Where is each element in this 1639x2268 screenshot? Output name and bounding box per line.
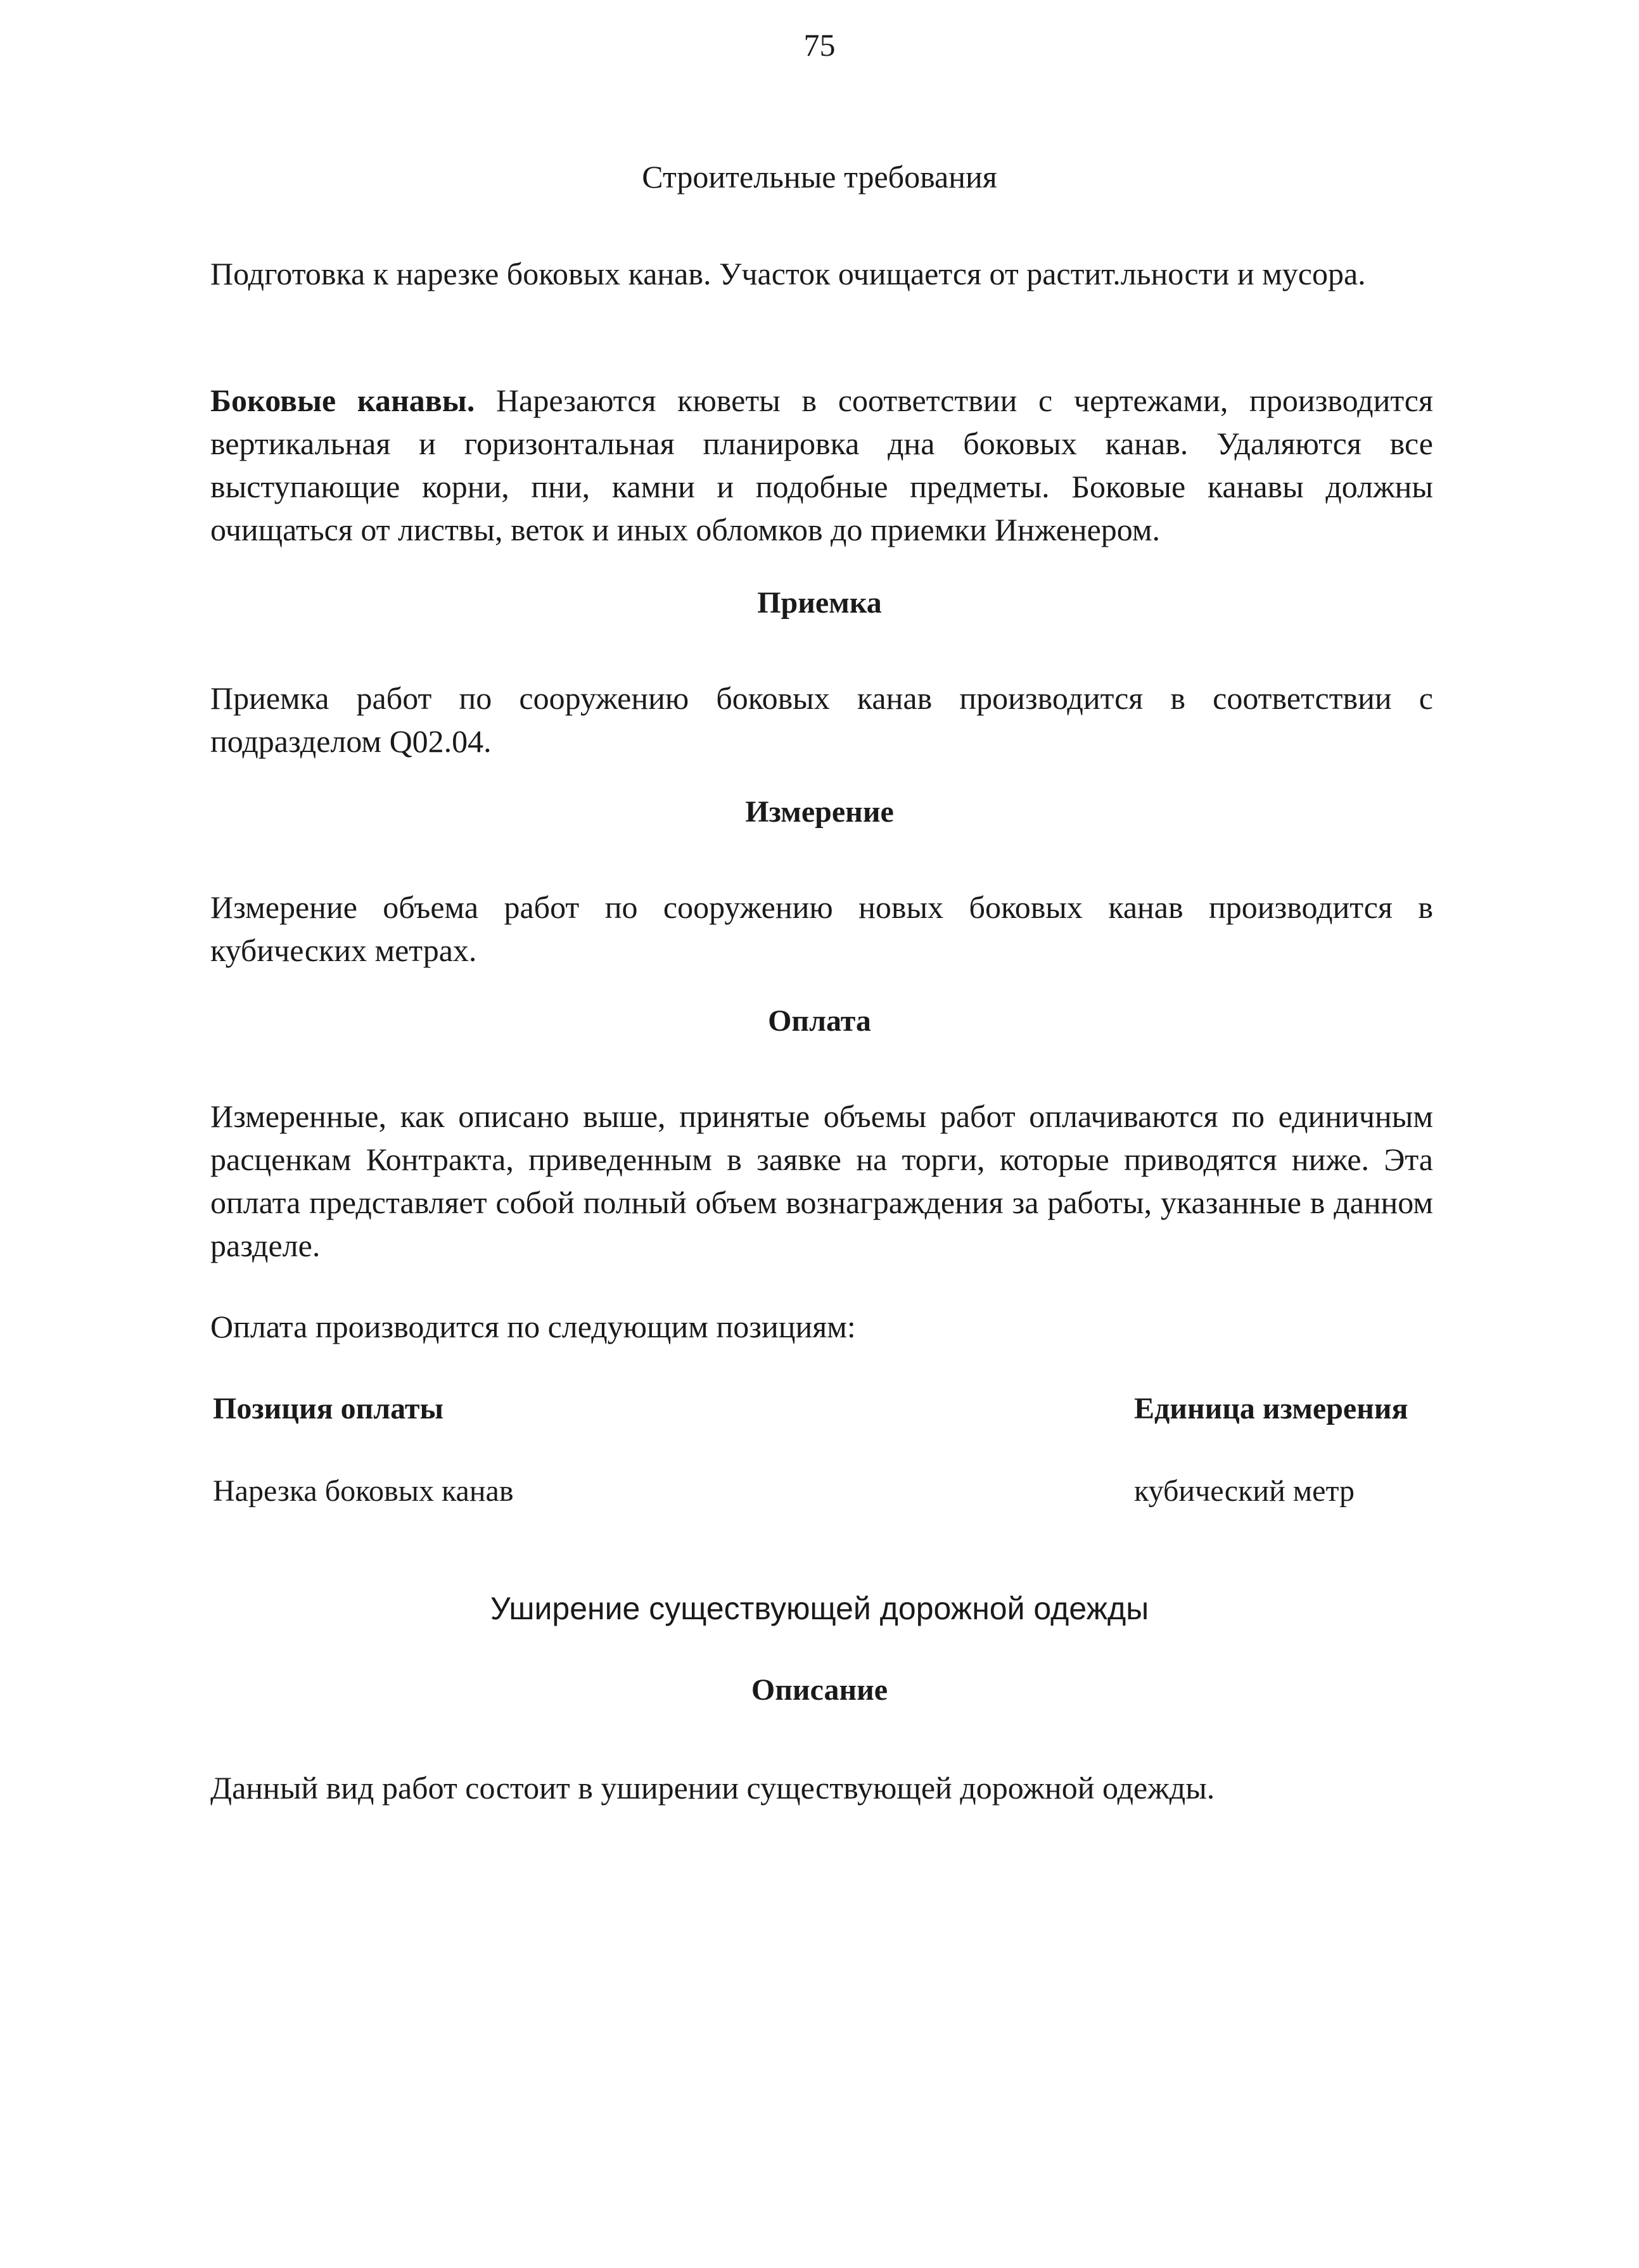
section-heading-acceptance: Приемка <box>757 586 882 620</box>
section-heading-construction: Строительные требования <box>642 159 997 194</box>
paragraph-preparation: Подготовка к нарезке боковых канав. Участок очищается от растит.льности и мусора. <box>210 256 1366 291</box>
paragraph-body: Нарезаются кюветы в соответствии с чертежами, производится вертикальная и горизонтальная планировка дна боковых канав. Удаляются все выступающие корни, пни, камни и подобные предметы. Боковые канавы должны очищаться от листвы, веток и иных обломков до приемки Инженером. <box>210 383 1433 547</box>
paragraph-widening-description: Данный вид работ состоит в уширении существующей дорожной одежды. <box>210 1770 1215 1806</box>
paragraph-acceptance: Приемка работ по сооружению боковых канав производится в соответствии с подразделом Q02.04. <box>210 680 1433 759</box>
table-cell-unit: кубический метр <box>1134 1474 1355 1508</box>
page-number: 75 <box>803 27 836 63</box>
section-heading-payment: Оплата <box>768 1004 871 1038</box>
table-header-pay-item: Позиция оплаты <box>213 1392 443 1425</box>
section-subheading-description: Описание <box>751 1673 888 1707</box>
paragraph-measurement: Измерение объема работ по сооружению новых боковых канав производится в кубических метрах. <box>210 889 1433 968</box>
section-heading-widening: Уширение существующей дорожной одежды <box>490 1591 1149 1626</box>
paragraph-lead-term: Боковые канавы. <box>210 383 475 418</box>
table-cell-pay-item: Нарезка боковых канав <box>213 1474 514 1508</box>
paragraph-side-ditches <box>210 379 1433 551</box>
table-header-unit: Единица измерения <box>1134 1392 1408 1425</box>
paragraph-payment-items-intro: Оплата производится по следующим позициям: <box>210 1309 856 1344</box>
paragraph-payment: Измеренные, как описано выше, принятые объемы работ оплачиваются по единичным расценкам Контракта, приведенным в заявке на торги, которые приводятся ниже. Эта оплата представляет собой полный объем вознаграждения за работы, указанные в данном разделе. <box>210 1099 1433 1263</box>
section-heading-measurement: Измерение <box>745 795 894 829</box>
